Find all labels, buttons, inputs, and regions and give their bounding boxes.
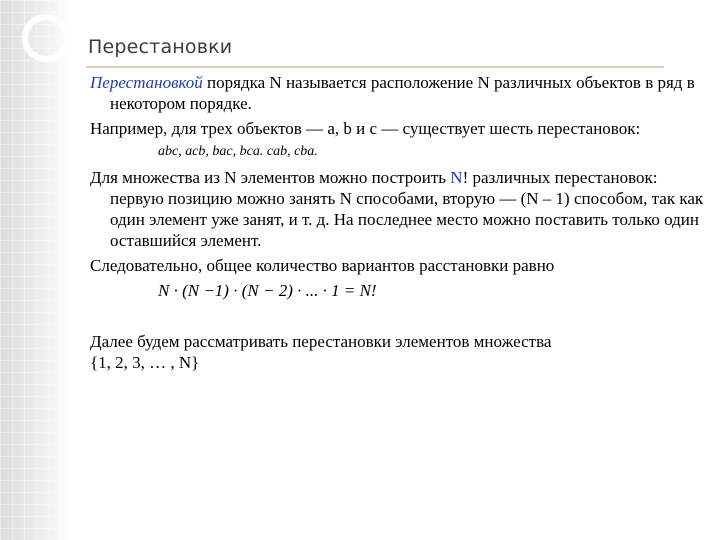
term-permutation: Перестановкой (90, 73, 203, 92)
definition-text: порядка N называется расположение N различных объектов в ряд в некотором порядке. (110, 73, 695, 113)
spacer (90, 301, 710, 331)
paragraph-next-set: {1, 2, 3, … , N} (90, 353, 200, 372)
paragraph-example: Например, для трех объектов — a, b и c — существует шесть перестановок: (90, 119, 641, 138)
paragraph-definition (90, 72, 710, 114)
factorial-formula: N · (N −1) · (N − 2) · ... · 1 = N! (158, 281, 377, 300)
slide-title: Перестановки (88, 36, 233, 58)
paragraph-count-reasoning (90, 167, 710, 251)
paragraph-conclusion: Следовательно, общее количество вариантов расстановки равно (90, 256, 555, 275)
title-underline (86, 66, 664, 68)
decorative-ring-icon (22, 14, 70, 62)
reasoning-text-start: Для множества из N элементов можно построить (90, 168, 451, 187)
examples-list: abc, acb, bac, bca. cab, cba. (158, 144, 318, 159)
slide-body (90, 72, 710, 377)
sidebar-grid-pattern (0, 0, 72, 540)
reasoning-text-rest: ! различных перестановок: первую позицию можно занять N способами, вторую — (N – 1) способом, так как один элемент уже занят, и т. д. На последнее место можно поставить только один оставшийся элемент. (110, 168, 704, 250)
decorative-sidebar (0, 0, 72, 540)
paragraph-next-line1: Далее будем рассматривать перестановки элементов множества (90, 332, 552, 351)
highlight-n: N (450, 168, 463, 187)
